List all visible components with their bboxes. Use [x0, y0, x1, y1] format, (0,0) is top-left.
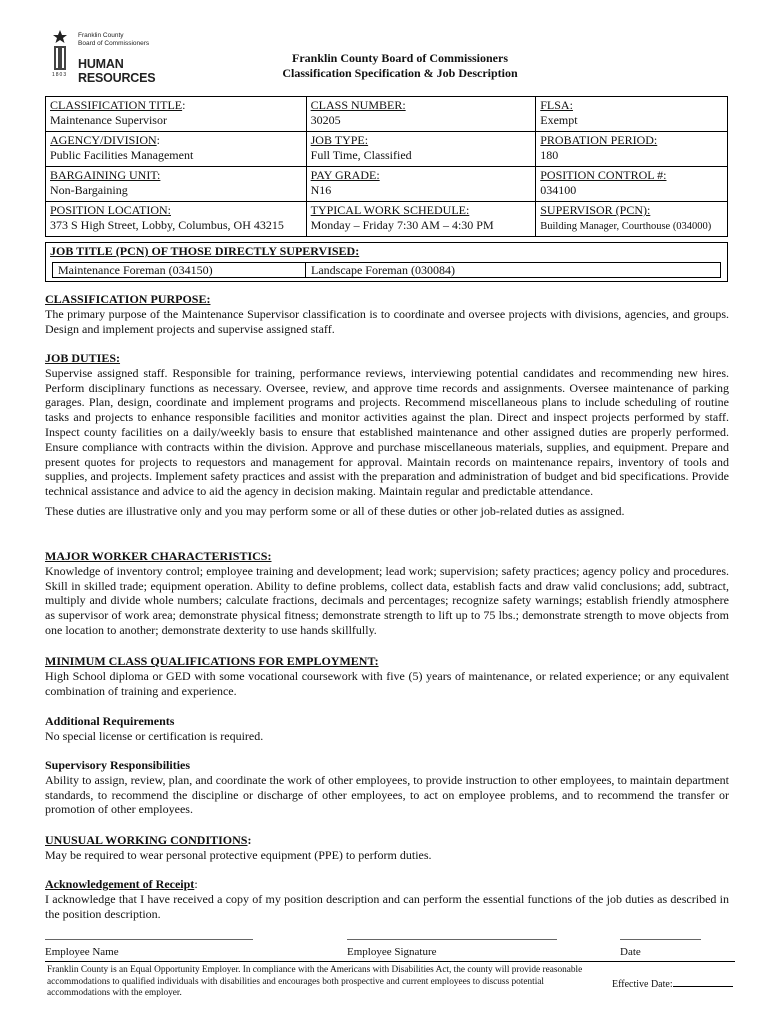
supervisory-text: Ability to assign, review, plan, and coordinate the work of other employees, to provide instruction to other employees, to maintain department standards, to recommend the discipline or discharge of other employees, to act on employee problems, and to recommend the transfer or promotion of other employees.	[45, 772, 729, 817]
characteristics-text: Knowledge of inventory control; employee training and development; lead work; supervision; safety practices; agency policy and procedures. Skill in skilled trade; equipment operation. Ability to define problems, collect data, establish facts and draw valid conclusions; add, subtract, multiply and divide whole numbers; calculate fractions, decimals and percentages; recognize safety warnings; establish friendly atmosphere as supervisor of work area; demonstrate physical fitness; demonstrate strength to lift up to 75 lbs.; demonstrate strength to move objects from one location to another; demonstrate dexterity to use hands skillfully.	[45, 563, 729, 637]
location-label: POSITION LOCATION:	[50, 203, 171, 217]
doc-subtitle: Classification Specification & Job Description	[282, 66, 518, 80]
logo-hr-text: HUMAN RESOURCES	[78, 57, 156, 85]
agency-cell: AGENCY/DIVISION: Public Facilities Management	[46, 132, 307, 167]
class-number-label: CLASS NUMBER:	[310, 98, 406, 112]
purpose-heading: CLASSIFICATION PURPOSE:	[45, 292, 211, 306]
duties-text: Supervise assigned staff. Responsible for training, performance reviews, interviewing potential candidates and recommending new hires. Perform disciplinary functions as necessary. Oversee, review, and approve time records and assignments. Oversee maintenance of parking garages. Plan, design, coordinate and implement programs and projects. Recommend miscellaneous plans to include scheduling of routine tasks and projects to enhance responsible facilities and monitor activities against the plan. Direct and inspect projects performed by staff. Inspect county facilities on a daily/weekly basis to ensure that established maintenance and other assigned duties are properly performed. Ensure compliance with contracts within the division. Approve and purchase miscellaneous materials, supplies, and equipment. Prepare and present quotes for projects to requestors and management for approval. Maintain records on maintenance repairs, inventory of tools and supplies, and projects. Implement safety practices and assist with the preparation and administration of budget and bid specifications. Provide technical assistance and advice to aid the agency in decision making. Maintain regular and predictable attendance.	[45, 365, 729, 499]
supervised-positions	[45, 242, 728, 282]
schedule-label: TYPICAL WORK SCHEDULE:	[310, 203, 470, 217]
supervised-item: Landscape Foreman (030084)	[311, 263, 455, 277]
logo-line-1: Franklin County	[78, 32, 124, 39]
additional-heading: Additional Requirements	[45, 714, 175, 728]
characteristics-heading: MAJOR WORKER CHARACTERISTICS:	[45, 549, 272, 563]
schedule-value: Monday – Friday 7:30 AM – 4:30 PM	[310, 218, 494, 232]
classification-info-table	[45, 96, 728, 237]
acknowledgement-heading: Acknowledgement of Receipt	[45, 877, 195, 891]
flsa-cell	[536, 97, 728, 132]
logo-year: 1803	[52, 72, 68, 78]
probation-value: 180	[540, 148, 559, 162]
employee-signature-label: Employee Signature	[347, 946, 437, 958]
qualifications-text: High School diploma or GED with some vocational coursework with five (5) years of maintenance, or related experience; or any equivalent combination of training and experience.	[45, 668, 729, 698]
unusual-section: UNUSUAL WORKING CONDITIONS: May be required to wear personal protective equipment (PPE) to perform duties.	[45, 833, 729, 863]
pay-grade-label: PAY GRADE:	[310, 168, 380, 182]
supervised-item: Maintenance Foreman (034150)	[58, 263, 213, 277]
supervisory-heading: Supervisory Responsibilities	[45, 758, 191, 772]
doc-org-title: Franklin County Board of Commissioners	[291, 51, 509, 65]
bargaining-label: BARGAINING UNIT:	[50, 168, 161, 182]
effective-date-field	[612, 977, 733, 991]
probation-label: PROBATION PERIOD:	[540, 133, 658, 147]
supervisor-label: SUPERVISOR (PCN):	[540, 203, 651, 217]
eeo-footer	[45, 961, 735, 1002]
flsa-label: FLSA:	[540, 98, 573, 112]
employee-name-label: Employee Name	[45, 946, 119, 958]
classification-title-cell: CLASSIFICATION TITLE: Maintenance Supervisor	[46, 97, 307, 132]
acknowledgement-section: Acknowledgement of Receipt: I acknowledge that I have received a copy of my position description and can perform the essential functions of the job duties as described in the position description.	[45, 877, 729, 921]
bargaining-cell	[46, 167, 307, 202]
supervisor-value: Building Manager, Courthouse (034000)	[540, 221, 712, 232]
acknowledgement-text: I acknowledge that I have received a copy of my position description and can perform the essential functions of the job duties as described in the position description.	[45, 891, 729, 921]
unusual-heading: UNUSUAL WORKING CONDITIONS	[45, 833, 248, 847]
unusual-text: May be required to wear personal protective equipment (PPE) to perform duties.	[45, 847, 432, 862]
class-number-cell	[306, 97, 536, 132]
purpose-text: The primary purpose of the Maintenance Supervisor classification is to coordinate and oversee projects with divisions, agencies, and groups. Design and implement projects and supervise assigned staff.	[45, 306, 729, 336]
schedule-cell	[306, 202, 536, 237]
duties-section	[45, 351, 729, 519]
probation-cell	[536, 132, 728, 167]
position-control-cell	[536, 167, 728, 202]
duties-heading: JOB DUTIES:	[45, 351, 121, 365]
classification-title-value: Maintenance Supervisor	[50, 113, 167, 127]
job-type-cell	[306, 132, 536, 167]
duties-note: These duties are illustrative only and you may perform some or all of these duties or other job-related duties as assigned.	[45, 503, 625, 518]
date-line[interactable]	[620, 939, 701, 940]
pay-grade-value: N16	[310, 183, 332, 197]
additional-section	[45, 714, 729, 744]
purpose-section	[45, 292, 729, 336]
agency-value: Public Facilities Management	[50, 148, 194, 162]
position-control-value: 034100	[540, 183, 577, 197]
bargaining-value: Non-Bargaining	[50, 183, 128, 197]
position-control-label: POSITION CONTROL #:	[540, 168, 667, 182]
class-number-value: 30205	[310, 113, 341, 127]
eeo-statement: Franklin County is an Equal Opportunity Employer. In compliance with the Americans with Disabilities Act, the county will provide reasonable accommodations to qualified individuals with disabilities and encourages both prospective and current employees to discuss potential accommodations with the employer.	[47, 965, 583, 999]
job-type-label: JOB TYPE:	[310, 133, 369, 147]
job-type-value: Full Time, Classified	[310, 148, 412, 162]
employee-name-line[interactable]	[45, 939, 253, 940]
classification-title-label: CLASSIFICATION TITLE	[50, 98, 183, 112]
employee-signature-line[interactable]	[347, 939, 557, 940]
date-label: Date	[620, 946, 641, 958]
logo-line-2: Board of Commissioners	[78, 40, 150, 47]
qualifications-section	[45, 654, 729, 698]
characteristics-section	[45, 549, 729, 638]
supervisory-section	[45, 758, 729, 817]
additional-text: No special license or certification is required.	[45, 728, 264, 743]
effective-date-input[interactable]	[673, 977, 733, 987]
pay-grade-cell	[306, 167, 536, 202]
supervised-list	[52, 262, 721, 278]
location-cell	[46, 202, 307, 237]
flsa-value: Exempt	[540, 113, 578, 127]
supervised-label: JOB TITLE (PCN) OF THOSE DIRECTLY SUPERVISED:	[50, 244, 360, 258]
qualifications-heading: MINIMUM CLASS QUALIFICATIONS FOR EMPLOYMENT:	[45, 654, 379, 668]
supervisor-cell	[536, 202, 728, 237]
agency-label: AGENCY/DIVISION	[50, 133, 157, 147]
location-value: 373 S High Street, Lobby, Columbus, OH 43215	[50, 218, 284, 232]
effective-date-label: Effective Date:	[612, 979, 673, 990]
